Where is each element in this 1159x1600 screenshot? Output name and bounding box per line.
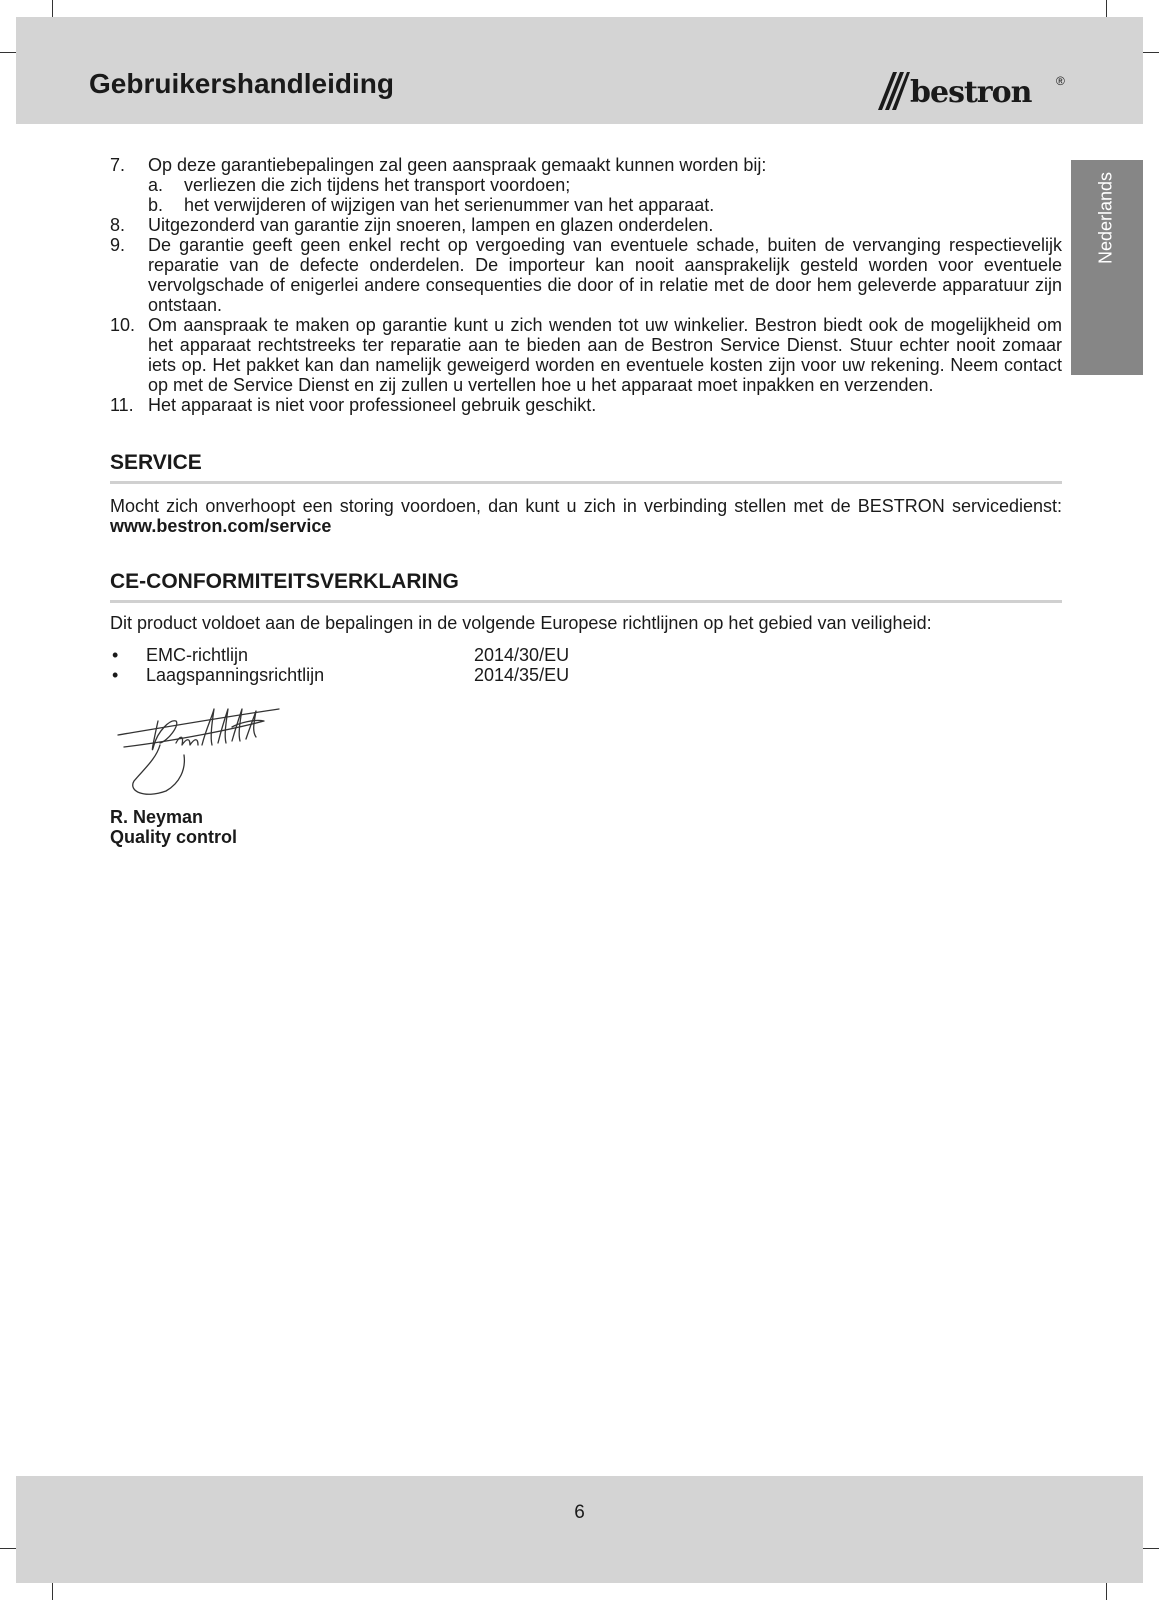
directive-item (110, 645, 1062, 665)
service-paragraph (110, 496, 1062, 536)
service-heading: SERVICE (110, 451, 1062, 484)
item-number: 10. (110, 315, 136, 335)
item-text: Uitgezonderd van garantie zijn snoeren, lampen en glazen onderdelen. (148, 215, 714, 235)
signatory-role: Quality control (110, 827, 238, 847)
bullet-icon: • (112, 645, 119, 665)
item-text: Om aanspraak te maken op garantie kunt u zich wenden tot uw winkelier. Bestron biedt ook de mogelijkheid om het apparaat rechtstreeks ter reparatie aan te bieden aan de Bestron Service Dienst. Stuur echter nooit zomaar iets op. Het pakket kan dan namelijk geweigerd worden en eventuele kosten zijn voor uw rekening. Neem contact op met de Service Dienst en zij zullen u vertellen hoe u het apparaat moet inpakken en verzenden. (148, 315, 1062, 395)
sub-item-text: verliezen die zich tijdens het transport voordoen; (184, 175, 571, 195)
sub-list-item (148, 195, 1062, 215)
brand-name: bestron (910, 75, 1032, 110)
service-link[interactable]: www.bestron.com/service (110, 516, 332, 536)
directive-name: EMC-richtlijn (146, 645, 249, 665)
directive-name: Laagspanningsrichtlijn (146, 665, 325, 685)
page-number: 6 (574, 1502, 585, 1523)
item-number: 8. (110, 215, 126, 235)
registered-mark: ® (1056, 74, 1065, 88)
item-number: 9. (110, 235, 126, 255)
item-text: Op deze garantiebepalingen zal geen aanspraak gemaakt kunnen worden bij: (148, 155, 767, 175)
list-item (110, 395, 1062, 415)
item-text: De garantie geeft geen enkel recht op vergoeding van eventuele schade, buiten de vervanging respectievelijk reparatie van de defecte onderdelen. De importeur kan nooit aansprakelijk gesteld worden voor eventuele vervolgschade of enigerlei andere consequenties die door of in relatie met de door hem geleverde apparatuur zijn ontstaan. (148, 235, 1062, 315)
language-tab-label: Nederlands (1095, 171, 1116, 264)
warranty-list (110, 155, 1062, 415)
brand-logo (876, 70, 1076, 110)
directive-code: 2014/35/EU (474, 665, 570, 685)
list-item (110, 215, 1062, 235)
handwritten-signature (114, 699, 284, 799)
page-title: Gebruikershandleiding (89, 68, 394, 99)
list-item (110, 235, 1062, 315)
list-item (110, 315, 1062, 395)
sub-item-letter: b. (148, 195, 164, 215)
service-text: Mocht zich onverhoopt een storing voordoen, dan kunt u zich in verbinding stellen met de BESTRON servicedienst: (110, 496, 1062, 516)
sub-item-text: het verwijderen of wijzigen van het serienummer van het apparaat. (184, 195, 715, 215)
language-tab (1071, 160, 1143, 375)
main-content (110, 155, 1062, 847)
sub-item-letter: a. (148, 175, 164, 195)
directive-list (110, 645, 1062, 685)
item-number: 11. (110, 395, 134, 415)
signatory-name: R. Neyman (110, 807, 204, 827)
directive-code: 2014/30/EU (474, 645, 570, 665)
sub-list (148, 175, 1062, 215)
bullet-icon: • (112, 665, 119, 685)
directive-item (110, 665, 1062, 685)
item-text: Het apparaat is niet voor professioneel gebruik geschikt. (148, 395, 597, 415)
chevrons-icon (876, 70, 910, 112)
list-item (110, 155, 1062, 215)
sub-list-item (148, 175, 1062, 195)
footer-band (16, 1476, 1143, 1583)
ce-heading: CE-CONFORMITEITSVERKLARING (110, 570, 1062, 603)
item-number: 7. (110, 155, 126, 175)
ce-intro: Dit product voldoet aan de bepalingen in de volgende Europese richtlijnen op het gebied van veiligheid: (110, 613, 932, 633)
